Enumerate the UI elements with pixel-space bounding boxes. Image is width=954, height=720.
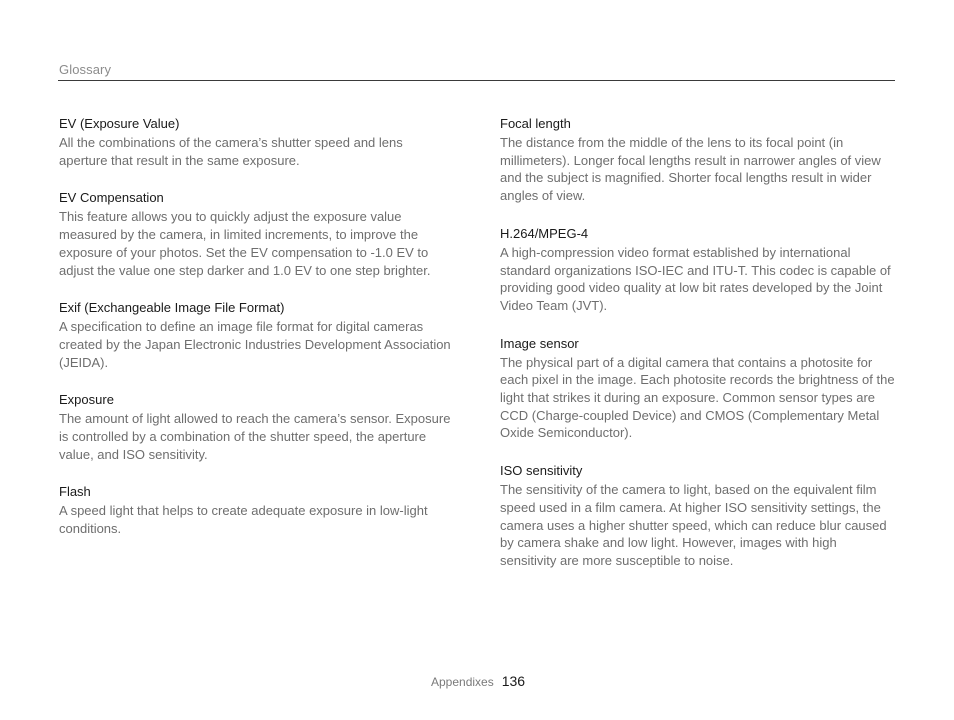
glossary-entry — [500, 462, 895, 570]
glossary-term: Exposure — [59, 392, 114, 408]
page-footer — [431, 673, 525, 689]
glossary-term: Focal length — [500, 116, 571, 131]
glossary-definition: The distance from the middle of the lens to its focal point (in millimeters). Longer focal lengths result in narrower angles of view and the subject is magnified. Shorter focal lengths result in wider angles of view. — [500, 135, 881, 204]
glossary-term: H.264/MPEG-4 — [500, 225, 589, 241]
glossary-term: Flash — [59, 484, 91, 500]
glossary-definition: A high-compression video format established by international standard organizations ISO-IEC and ITU-T. This codec is capable of providing good video quality at low bit rates developed by the Joint Video Team (JVT). — [500, 244, 891, 313]
glossary-entry — [500, 225, 895, 315]
glossary-entry — [59, 391, 454, 463]
glossary-definition: The physical part of a digital camera that contains a photosite for each pixel in the image. Each photosite records the brightness of the light that strikes it during an exposure. Common sensor types are CCD (Charge-coupled Device) and CMOS (Complementary Metal Oxide Semiconductor). — [500, 354, 895, 441]
glossary-definition: The amount of light allowed to reach the camera’s sensor. Exposure is controlled by a combination of the shutter speed, the aperture value, and ISO sensitivity. — [59, 411, 451, 462]
glossary-term: Image sensor — [500, 335, 579, 351]
glossary-definition: All the combinations of the camera’s shutter speed and lens aperture that result in the same exposure. — [59, 135, 403, 168]
header-divider — [58, 80, 895, 81]
glossary-definition: A speed light that helps to create adequate exposure in low-light conditions. — [59, 503, 428, 537]
glossary-term: EV Compensation — [59, 190, 164, 206]
glossary-entry — [59, 189, 454, 279]
glossary-entry — [59, 483, 454, 537]
glossary-definition: This feature allows you to quickly adjust the exposure value measured by the camera, in limited increments, to improve the exposure of your photos. Set the EV compensation to -1.0 EV to adjust the value one step darker and 1.0 EV to one step brighter. — [59, 209, 431, 278]
glossary-entry — [59, 299, 454, 371]
glossary-term: ISO sensitivity — [500, 463, 583, 479]
page-number: 136 — [501, 673, 526, 689]
footer-section-label: Appendixes — [431, 675, 494, 689]
glossary-right-column — [500, 115, 895, 590]
glossary-term: Exif (Exchangeable Image File Format) — [59, 300, 285, 316]
section-label: Glossary — [59, 62, 112, 77]
glossary-entry — [59, 115, 454, 169]
glossary-term: EV (Exposure Value) — [59, 116, 180, 131]
glossary-definition: The sensitivity of the camera to light, based on the equivalent film speed used in a film camera. At higher ISO sensitivity settings, the camera uses a higher shutter speed, which can reduce blur caused by camera shake and low light. However, images with high sensitivity are more susceptible to noise. — [500, 482, 887, 568]
glossary-left-column — [59, 115, 454, 558]
glossary-definition: A specification to define an image file format for digital cameras created by the Japan Electronic Industries Development Association (JEIDA). — [59, 319, 451, 370]
glossary-entry — [500, 335, 895, 443]
glossary-entry — [500, 115, 895, 205]
